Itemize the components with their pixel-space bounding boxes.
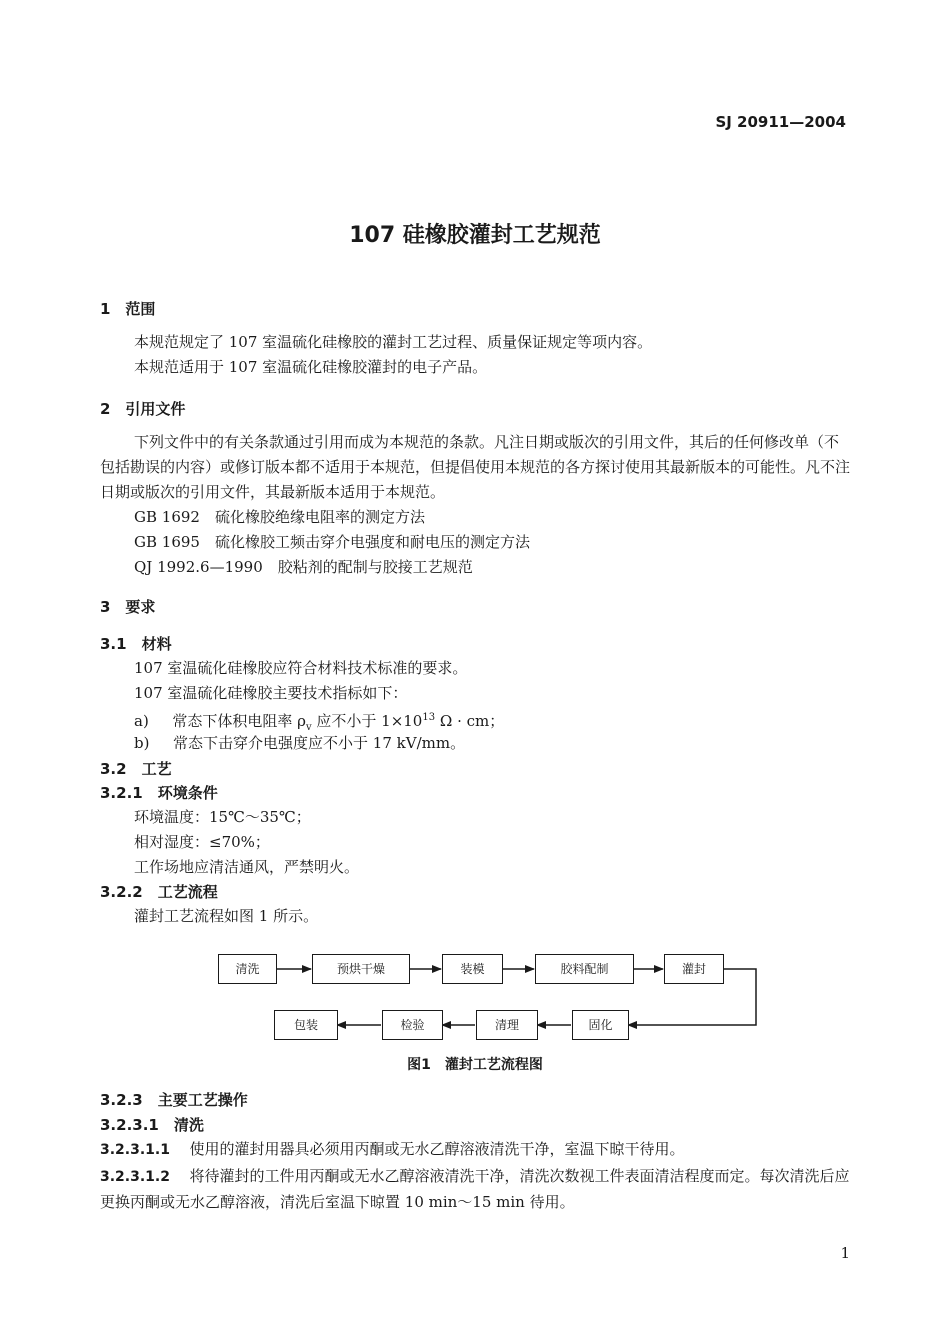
env-temperature: 环境温度：15℃～35℃；: [134, 808, 311, 826]
clause-number: 3.2.3.1.2: [100, 1169, 170, 1185]
list-label-b: b): [134, 734, 150, 752]
flow-step-clean: 清洗: [218, 954, 277, 984]
reference-item: GB 1695 硫化橡胶工频击穿介电强度和耐电压的测定方法: [134, 533, 530, 551]
flow-step-mix: 胶料配制: [535, 954, 634, 984]
flow-step-cure: 固化: [572, 1010, 629, 1040]
section-3-2-2-heading: 3.2.2 工艺流程: [100, 883, 218, 901]
flow-step-inspect: 检验: [382, 1010, 443, 1040]
section-3-2-3-heading: 3.2.3 主要工艺操作: [100, 1091, 248, 1109]
section-3-1-heading: 3.1 材料: [100, 635, 172, 653]
section-1-heading: 1 范围: [100, 300, 156, 318]
exponent: 13: [422, 712, 436, 723]
list-label-a: a): [134, 712, 149, 730]
reference-item: QJ 1992.6—1990 胶粘剂的配制与胶接工艺规范: [134, 558, 473, 576]
clause-3-2-3-1-2: [100, 1164, 852, 1215]
list-text-a: 常态下体积电阻率 ρ: [172, 712, 306, 730]
section-3-2-2-para: 灌封工艺流程如图 1 所示。: [134, 907, 319, 925]
section-1-para-2: 本规范适用于 107 室温硫化硅橡胶灌封的电子产品。: [134, 358, 488, 376]
section-3-heading: 3 要求: [100, 598, 156, 616]
flow-step-prebake: 预烘干燥: [312, 954, 410, 984]
flow-step-pot: 灌封: [664, 954, 724, 984]
section-2-paragraph: 下列文件中的有关条款通过引用而成为本规范的条款。凡注日期或版次的引用文件，其后的任何修改单（不包括勘误的内容）或修订版本都不适用于本规范，但提倡使用本规范的各方探讨使用其最新版本的可能性。凡不注日期或版次的引用文件，其最新版本适用于本规范。: [100, 433, 851, 501]
clause-3-2-3-1-1: [100, 1139, 685, 1160]
page-title: 107 硅橡胶灌封工艺规范: [349, 223, 601, 248]
clause-number: 3.2.3.1.1: [100, 1142, 170, 1158]
figure-caption: 图1 灌封工艺流程图: [407, 1057, 543, 1073]
clause-text: 将待灌封的工件用丙酮或无水乙醇溶液清洗干净，清洗次数视工件表面清洁程度而定。每次清洗后应更换丙酮或无水乙醇溶液，清洗后室温下晾置 10 min～15 min 待用。: [100, 1167, 850, 1211]
section-3-1-para-1: 107 室温硫化硅橡胶应符合材料技术标准的要求。: [134, 659, 468, 677]
flow-step-trim: 清理: [476, 1010, 538, 1040]
env-site: 工作场地应清洁通风，严禁明火。: [134, 858, 360, 876]
section-2-heading: 2 引用文件: [100, 400, 186, 418]
section-3-2-heading: 3.2 工艺: [100, 760, 172, 778]
reference-item: GB 1692 硫化橡胶绝缘电阻率的测定方法: [134, 508, 425, 526]
rho-subscript: v: [305, 722, 312, 733]
section-1-para-1: 本规范规定了 107 室温硫化硅橡胶的灌封工艺过程、质量保证规定等项内容。: [134, 333, 653, 351]
clause-text: 使用的灌封用器具必须用丙酮或无水乙醇溶液清洗干净，室温下晾干待用。: [189, 1140, 685, 1158]
section-3-1-para-2: 107 室温硫化硅橡胶主要技术指标如下：: [134, 684, 408, 702]
section-3-2-1-heading: 3.2.1 环境条件: [100, 784, 218, 802]
list-text-b: 常态下击穿介电强度应不小于 17 kV/mm。: [173, 734, 466, 752]
flow-step-pack: 包装: [274, 1010, 338, 1040]
list-text-a-2: 应不小于 1×10: [311, 712, 423, 730]
section-3-2-3-1-heading: 3.2.3.1 清洗: [100, 1116, 204, 1134]
page-number: 1: [840, 1244, 850, 1262]
unit-text: Ω · cm；: [435, 712, 505, 730]
flow-step-mold: 装模: [442, 954, 503, 984]
env-humidity: 相对湿度：≤70%；: [134, 833, 270, 851]
document-code: SJ 20911—2004: [715, 113, 846, 131]
